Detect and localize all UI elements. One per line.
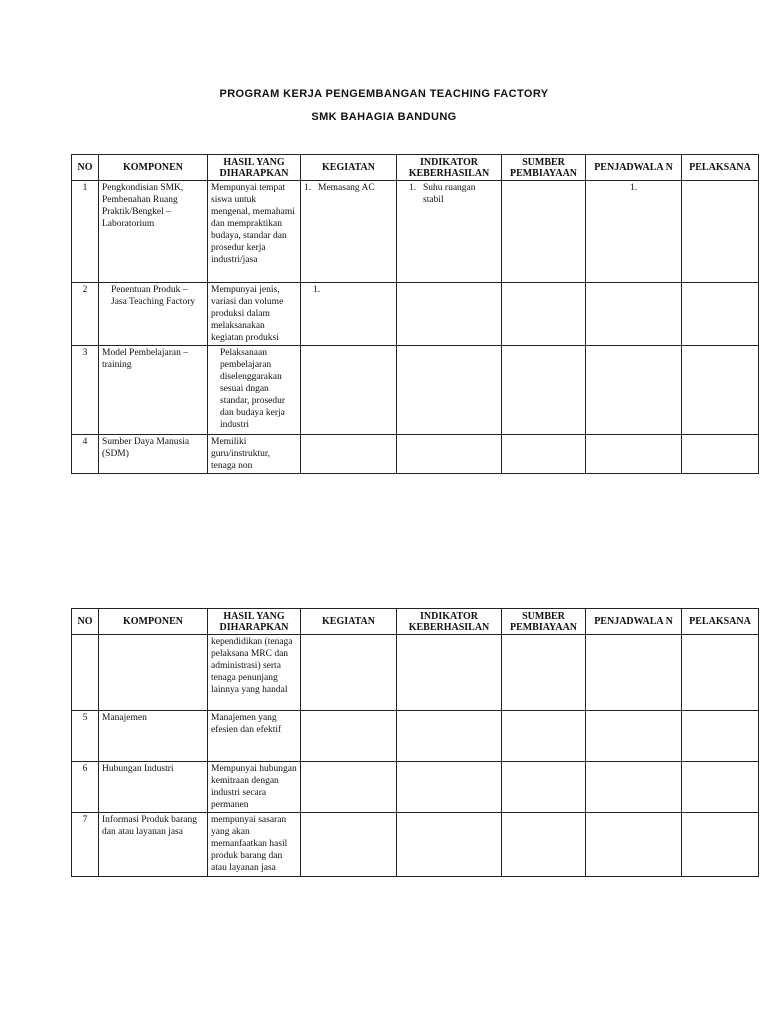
- cell-sumber: [502, 635, 586, 711]
- cell-penjadwalan: [586, 346, 682, 435]
- cell-kegiatan: [301, 346, 397, 435]
- table-row: [72, 711, 759, 762]
- table-header-row: [72, 155, 759, 181]
- cell-penjadwalan: [586, 435, 682, 474]
- document-title: PROGRAM KERJA PENGEMBANGAN TEACHING FACTORY: [219, 88, 549, 100]
- cell-sumber: [502, 181, 586, 283]
- cell-hasil: Pelaksanaan pembelajaran diselenggarakan sesuai dngan standar, prosedur dan budaya kerja industri: [208, 346, 301, 435]
- header-hasil: HASIL YANG DIHARAPKAN: [208, 155, 301, 181]
- indikator-list-item: [409, 182, 498, 206]
- header-no: NO: [72, 155, 99, 181]
- header-pelaksana: PELAKSANA: [682, 609, 759, 635]
- cell-penjadwalan: [586, 813, 682, 877]
- table-row: [72, 635, 759, 711]
- header-penjadwalan: PENJADWALA N: [586, 155, 682, 181]
- cell-penjadwalan: [586, 711, 682, 762]
- cell-no: 3: [72, 346, 99, 435]
- cell-penjadwalan: 1.: [586, 181, 682, 283]
- cell-no: [72, 635, 99, 711]
- cell-hasil: Memiliki guru/instruktur, tenaga non: [208, 435, 301, 474]
- cell-komponen: Manajemen: [99, 711, 208, 762]
- program-table-1: [71, 154, 759, 474]
- header-sumber: SUMBER PEMBIAYAAN: [502, 609, 586, 635]
- cell-no: 6: [72, 762, 99, 813]
- cell-indikator: [397, 283, 502, 346]
- cell-hasil: kependidikan (tenaga pelaksana MRC dan administrasi) serta tenaga penunjang lainnya yang handal: [208, 635, 301, 711]
- cell-sumber: [502, 813, 586, 877]
- cell-pelaksana: [682, 762, 759, 813]
- table-row: [72, 762, 759, 813]
- cell-kegiatan: [301, 181, 397, 283]
- cell-penjadwalan: [586, 762, 682, 813]
- cell-penjadwalan: [586, 283, 682, 346]
- cell-kegiatan: 1.: [301, 283, 397, 346]
- cell-sumber: [502, 435, 586, 474]
- table-row: [72, 283, 759, 346]
- cell-komponen: Informasi Produk barang dan atau layanan jasa: [99, 813, 208, 877]
- cell-komponen: [99, 635, 208, 711]
- cell-sumber: [502, 762, 586, 813]
- cell-indikator: [397, 635, 502, 711]
- cell-kegiatan: [301, 635, 397, 711]
- cell-pelaksana: [682, 711, 759, 762]
- table-row: [72, 346, 759, 435]
- cell-indikator: [397, 762, 502, 813]
- header-indikator: INDIKATOR KEBERHASILAN: [397, 609, 502, 635]
- cell-penjadwalan: [586, 635, 682, 711]
- table-row: [72, 813, 759, 877]
- header-pelaksana: PELAKSANA: [682, 155, 759, 181]
- header-kegiatan: KEGIATAN: [301, 155, 397, 181]
- list-text: Memasang AC: [318, 183, 375, 193]
- cell-hasil: Mempunyai tempat siswa untuk mengenal, memahami dan mempraktikan budaya, standar dan prosedur kerja industri/jasa: [208, 181, 301, 283]
- cell-indikator: [397, 181, 502, 283]
- cell-sumber: [502, 711, 586, 762]
- program-table-2: [71, 608, 759, 877]
- table-row: [72, 181, 759, 283]
- header-no: NO: [72, 609, 99, 635]
- header-penjadwalan: PENJADWALA N: [586, 609, 682, 635]
- cell-indikator: [397, 346, 502, 435]
- header-komponen: KOMPONEN: [99, 155, 208, 181]
- cell-hasil: Mempunyai hubungan kemitraan dengan industri secara permanen: [208, 762, 301, 813]
- kegiatan-list-item: [304, 182, 393, 194]
- cell-hasil: Manajemen yang efesien dan efektif: [208, 711, 301, 762]
- list-text: Suhu ruangan stabil: [423, 183, 476, 205]
- cell-sumber: [502, 346, 586, 435]
- document-subtitle: SMK BAHAGIA BANDUNG: [311, 111, 457, 123]
- cell-komponen: Penentuan Produk – Jasa Teaching Factory: [99, 283, 208, 346]
- cell-hasil: Mempunyai jenis, variasi dan volume produksi dalam melaksanakan kegiatan produksi: [208, 283, 301, 346]
- cell-pelaksana: [682, 813, 759, 877]
- cell-indikator: [397, 813, 502, 877]
- cell-indikator: [397, 711, 502, 762]
- list-number: 1.: [409, 183, 417, 193]
- header-indikator: INDIKATOR KEBERHASILAN: [397, 155, 502, 181]
- header-sumber: SUMBER PEMBIAYAAN: [502, 155, 586, 181]
- cell-no: 1: [72, 181, 99, 283]
- header-hasil: HASIL YANG DIHARAPKAN: [208, 609, 301, 635]
- table-header-row: [72, 609, 759, 635]
- cell-no: 4: [72, 435, 99, 474]
- header-komponen: KOMPONEN: [99, 609, 208, 635]
- cell-pelaksana: [682, 435, 759, 474]
- list-number: 1.: [304, 183, 312, 193]
- cell-komponen: Pengkondisian SMK, Pembenahan Ruang Praktik/Bengkel – Laboratorium: [99, 181, 208, 283]
- cell-hasil: mempunyai sasaran yang akan memanfaatkan hasil produk barang dan atau layanan jasa: [208, 813, 301, 877]
- cell-pelaksana: [682, 346, 759, 435]
- cell-no: 7: [72, 813, 99, 877]
- cell-no: 5: [72, 711, 99, 762]
- cell-pelaksana: [682, 283, 759, 346]
- cell-kegiatan: [301, 711, 397, 762]
- cell-pelaksana: [682, 181, 759, 283]
- cell-pelaksana: [682, 635, 759, 711]
- cell-komponen: Model Pembelajaran – training: [99, 346, 208, 435]
- table-row: [72, 435, 759, 474]
- cell-kegiatan: [301, 813, 397, 877]
- cell-kegiatan: [301, 762, 397, 813]
- cell-indikator: [397, 435, 502, 474]
- cell-komponen: Hubungan Industri: [99, 762, 208, 813]
- header-kegiatan: KEGIATAN: [301, 609, 397, 635]
- cell-sumber: [502, 283, 586, 346]
- cell-komponen: Sumber Daya Manusia (SDM): [99, 435, 208, 474]
- cell-no: 2: [72, 283, 99, 346]
- cell-kegiatan: [301, 435, 397, 474]
